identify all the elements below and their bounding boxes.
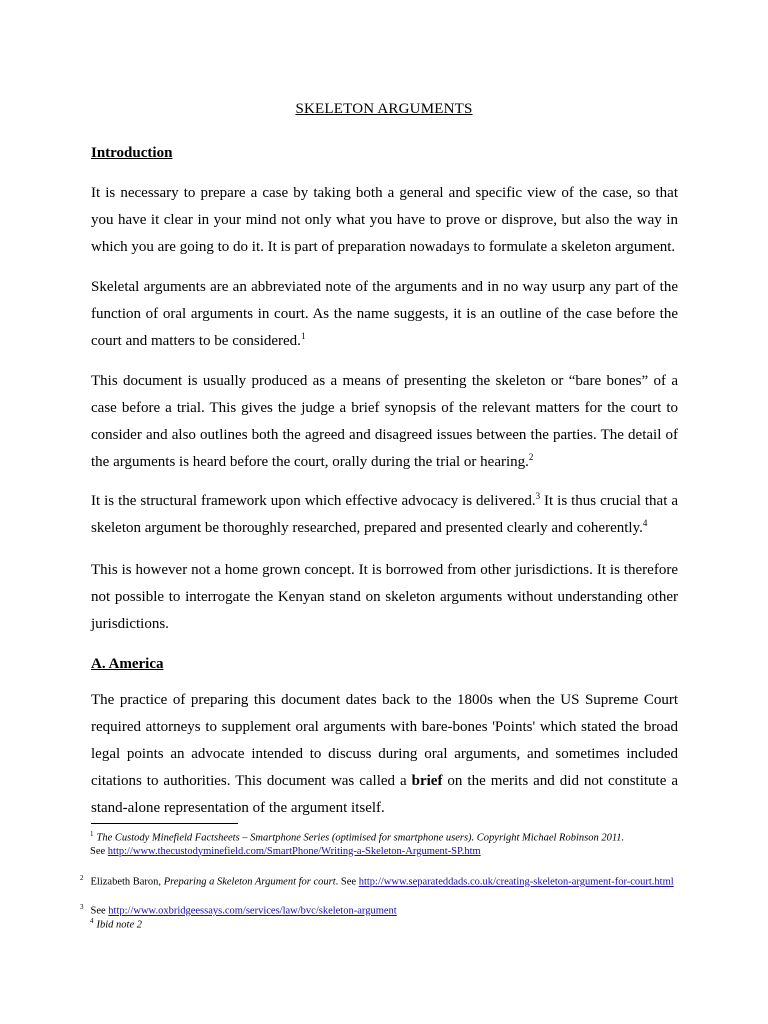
footnote-1-see: See [90, 845, 108, 857]
footnote-2 [80, 872, 680, 889]
paragraph-1: It is necessary to prepare a case by taking both a general and specific view of the case, so that you have it clear in your mind not only what you have to prove or disprove, but also the way in which you are going to do it. It is part of preparation nowadays to formulate a skeleton argument. [91, 185, 678, 255]
paragraph-2-text: Skeletal arguments are an abbreviated note of the arguments and in no way usurp any part of the function of oral arguments in court. As the name suggests, it is an outline of the case before the court and matters to be considered. [91, 279, 678, 349]
paragraph-6-text-a: The practice of preparing this document dates back to the 1800s when the US Supreme Court required attorneys to supplement oral arguments with bare-bones 'Points' which stated the broad legal points an advocate intended to discuss during oral arguments, and sometimes included citations to authorities. This document was called a [91, 692, 678, 789]
footnote-1-source: The Custody Minefield Factsheets – Smartphone Series (optimised for smartphone users). Copyright Michael Robinson 2011. [96, 832, 625, 844]
paragraph-4 [91, 488, 678, 542]
america-heading: A. America [91, 656, 164, 672]
footnote-separator [91, 823, 238, 824]
footnote-1-link[interactable]: http://www.thecustodyminefield.com/SmartPhone/Writing-a-Skeleton-Argument-SP.htm [107, 845, 481, 857]
footnote-2-author: Elizabeth Baron, [90, 876, 164, 888]
footnote-4-number: 4 [90, 917, 94, 925]
brief-bold-term: brief [411, 773, 443, 789]
footnote-3-link[interactable]: http://www.oxbridgeessays.com/services/law/bvc/skeleton-argument [108, 905, 397, 917]
footnote-4-text: Ibid note 2 [96, 919, 142, 931]
footnote-2-see: . See [335, 876, 359, 888]
footnote-ref-2[interactable]: 2 [528, 452, 534, 462]
paragraph-4-text-b: It is thus crucial that a skeleton argument be thoroughly researched, prepared and presented clearly and coherently. [91, 493, 678, 536]
footnote-ref-4[interactable]: 4 [642, 518, 648, 528]
paragraph-6 [91, 687, 678, 822]
introduction-heading: Introduction [91, 145, 173, 161]
footnote-1 [80, 828, 680, 858]
footnote-1-number: 1 [90, 830, 94, 838]
paragraph-3 [91, 368, 678, 476]
paragraph-6-text-b: on the merits and did not constitute a stand-alone representation of the argument itself. [91, 773, 678, 816]
footnote-3-see: See [90, 905, 109, 917]
paragraph-2 [91, 274, 678, 355]
paragraph-4-text-a: It is the structural framework upon which effective advocacy is delivered. [91, 493, 536, 509]
footnote-2-number: 2 [80, 874, 84, 882]
footnote-ref-3[interactable]: 3 [535, 491, 541, 501]
paragraph-3-text: This document is usually produced as a means of presenting the skeleton or “bare bones” of a case before a trial. This gives the judge a brief synopsis of the relevant matters for the court to consider and also outlines both the agreed and disagreed issues between the parties. The detail of the arguments is heard before the court, orally during the trial or hearing. [91, 373, 678, 470]
footnote-ref-1[interactable]: 1 [300, 331, 306, 341]
footnote-2-title: Preparing a Skeleton Argument for court [163, 876, 336, 888]
footnote-3-number: 3 [80, 903, 84, 911]
paragraph-5: This is however not a home grown concept. It is borrowed from other jurisdictions. It is therefore not possible to interrogate the Kenyan stand on skeleton arguments without understanding other jurisdictions. [91, 562, 678, 632]
footnote-2-link[interactable]: http://www.separateddads.co.uk/creating-skeleton-argument-for-court.html [358, 876, 674, 888]
footnote-4 [80, 915, 680, 932]
document-title: SKELETON ARGUMENTS [295, 101, 473, 117]
